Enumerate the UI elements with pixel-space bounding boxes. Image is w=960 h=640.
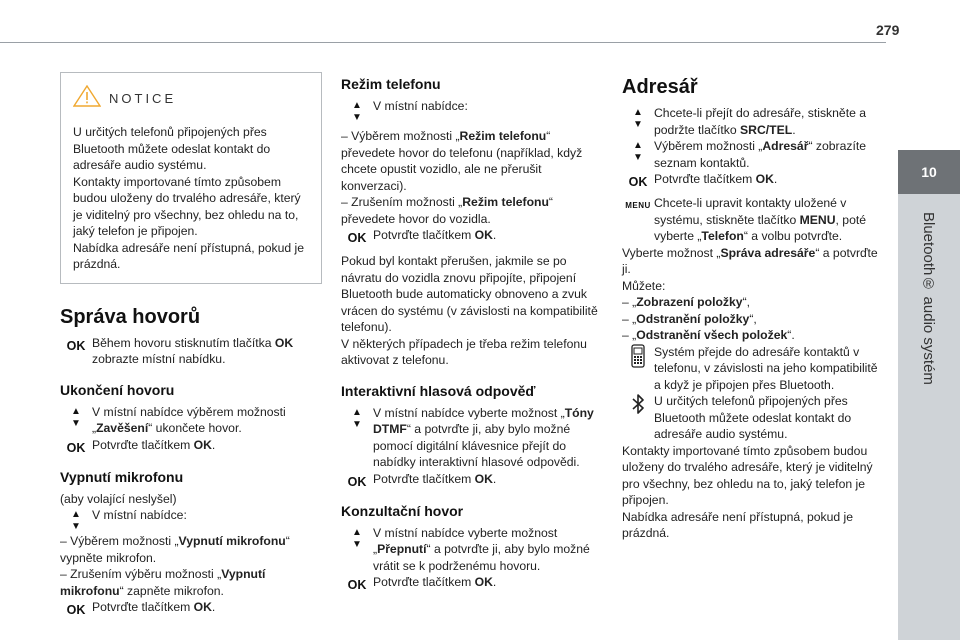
up-down-arrows-icon: ▲ ▼ [352,526,362,550]
notice-box [60,72,322,284]
up-down-arrows-icon: ▲ ▼ [633,107,643,130]
column-2: Režim telefonu ▲ ▼ V místní nabídce: – Výběrem možnosti „Režim telefonu“ převedete hovor do telefonu (například, když chcete opustit vozidlo, ale ne přerušit konverzaci). – Zrušením možnosti „Režim telefonu“ převedete hovor do vozidla. OK Potvrďte tlačítkem OK. Pokud byl kontakt přerušen, jakmile se po návratu do vozidla znovu připojíte, připojení Bluetooth bude automaticky obnoveno a zvuk vrácen do systému (v závislosti na kompatibilitě telefonu). V některých případech je třeba režim telefonu aktivovat z telefonu. Interaktivní hlasová odpověď ▲ ▼ V místní nabídce vyberte možnost „Tóny DTMF“ a potvrďte ji, aby bylo možné pomocí digitální klávesnice přejít do nabídky interaktivní hlasové odpovědi. OK Potvrďte tlačítkem OK. Konzultační hovor ▲ ▼ V místní nabídce vyberte možnost „Přepnutí“ a potvrďte ji, aby bylo možné vrátit se k podrženému hovoru. OK Potvrďte tlačítkem OK. [341,76,603,592]
heading-konzultacni-hovor: Konzultační hovor [341,502,464,519]
menu-button-icon: MENU [625,201,651,210]
heading-rezim-telefonu: Režim telefonu [341,76,441,92]
column-1: NOTICE U určitých telefonů připojených přes Bluetooth můžete odeslat kontakt do adresáře audio systému. Kontakty importované tímto způsobem budou uloženy do trvalého adresáře, který je viditelný pro všechny, bez ohledu na to, jaký telefon je připojen. Nabídka adresáře není přístupná, pokud je prázdná. Správa hovorů OK Během hovoru stisknutím tlačítka OK zobrazte místní nabídku. Ukončení hovoru ▲ ▼ V místní nabídce výběrem možnosti „Zavěšení“ ukončete hovor. OK Potvrďte tlačítkem OK. Vypnutí mikrofonu (aby volající neslyšel) ▲ ▼ V místní nabídce: – Výběrem možnosti „Vypnutí mikrofonu“ vypněte mikrofon. – Zrušením výběru možnosti „Vypnutí mikrofonu“ zapněte mikrofon. OK Potvrďte tlačítkem OK. [60,60,322,617]
column-3: Adresář ▲ ▼ Chcete-li přejít do adresáře, stiskněte a podržte tlačítko SRC/TEL. ▲ ▼ Výběrem možnosti „Adresář“ zobrazíte seznam kontaktů. OK Potvrďte tlačítkem OK. MENU Chcete-li upravit kontakty uložené v systému, stiskněte tlačítko MENU, poté vyberte „Telefon“ a volbu potvrďte. Vyberte možnost „Správa adresáře“ a potvrďte ji. Můžete: – „Zobrazení položky“, – „Odstranění položky“, – „Odstranění všech položek“. Systém přejde do adresáře kontaktů v telefonu, v závislosti na jeho kompatibilitě a když je připojen přes Bluetooth. U určitých telefonů připojených přes Bluetooth můžete odeslat kontakt do adresáře audio systému. Kontakty importované tímto způsobem budou uloženy do trvalého adresáře, který je viditelný pro všechny, bez ohledu na to, jaký telefon je připojen. Nabídka adresáře není přístupná, pokud je prázdná. [622,76,884,542]
up-down-arrows-icon: ▲ ▼ [352,406,362,430]
notice-line: U určitých telefonů připojených přes Bluetooth můžete odeslat kontakt do adresáře audio systému. [73,125,271,172]
ok-button-icon: OK [66,440,86,455]
notice-line: Nabídka adresáře není přístupná, pokud je prázdná. [73,240,305,271]
warning-triangle-icon [73,85,101,112]
phone-icon [622,344,654,368]
ok-button-icon: OK [347,231,367,245]
page-number: 279 [876,22,900,38]
heading-adresar: Adresář [622,76,698,98]
heading-sprava-hovoru: Správa hovorů [60,305,201,328]
chapter-tab-title: Bluetooth® audio systém [920,212,937,385]
up-down-arrows-icon: ▲ ▼ [71,509,81,532]
header-rule [0,42,886,43]
bluetooth-icon [622,393,654,415]
up-down-arrows-icon: ▲ ▼ [71,405,81,429]
up-down-arrows-icon: ▲ ▼ [352,100,362,123]
ok-button-icon: OK [66,603,86,617]
ok-button-icon: OK [628,175,648,189]
notice-title: NOTICE [109,91,177,106]
ok-button-icon: OK [347,578,367,592]
ok-button-icon: OK [66,338,86,353]
up-down-arrows-icon: ▲ ▼ [633,140,643,163]
heading-interaktivni-hlasova-odpoved: Interaktivní hlasová odpověď [341,382,536,399]
heading-ukonceni-hovoru: Ukončení hovoru [60,381,175,398]
chapter-tab-number: 10 [898,150,960,194]
notice-line: Kontakty importované tímto způsobem budou uloženy do trvalého adresáře, který je viditelný pro všechny, bez ohledu na to, jaký telefon je připojen. [73,174,301,238]
heading-vypnuti-mikrofonu: Vypnutí mikrofonu [60,468,184,485]
ok-button-icon: OK [347,474,367,489]
